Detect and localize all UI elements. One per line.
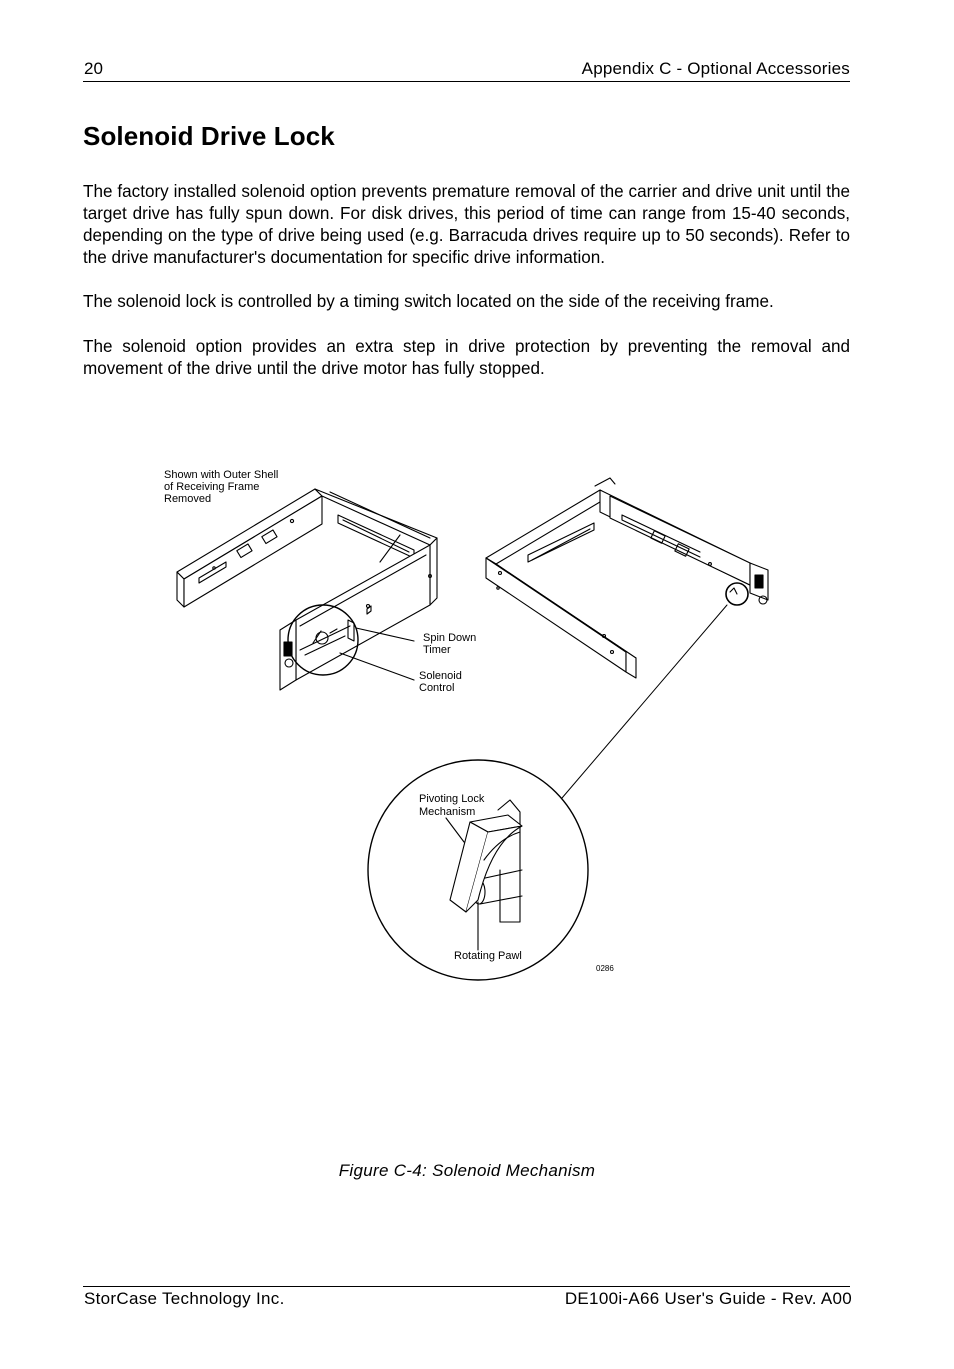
- callout-outer-shell-3: Removed: [164, 493, 212, 505]
- footer-rule: [83, 1286, 850, 1287]
- left-receiving-frame-drawing: [177, 489, 437, 690]
- callout-outer-shell-2: of Receiving Frame: [164, 481, 260, 493]
- figure-code: 0286: [596, 964, 614, 973]
- running-header-title: Appendix C - Optional Accessories: [581, 59, 850, 78]
- paragraph-drive-protection: The solenoid option provides an extra step in drive protection by preventing the removal and movement of the drive until the drive motor has fully stopped.: [83, 337, 850, 378]
- figure-caption: Figure C-4: Solenoid Mechanism: [338, 1161, 596, 1180]
- section-heading: Solenoid Drive Lock: [83, 121, 335, 151]
- right-receiving-frame-drawing: [486, 478, 768, 678]
- footer-company: StorCase Technology Inc.: [84, 1289, 285, 1308]
- callout-pivoting-lock: Pivoting Lock: [419, 793, 485, 805]
- callout-spin-down-timer-2: Timer: [423, 644, 451, 656]
- callout-spin-down-timer: Spin Down: [423, 632, 477, 644]
- page-number: 20: [84, 59, 103, 78]
- callout-rotating-pawl: Rotating Pawl: [454, 950, 522, 962]
- callout-outer-shell: Shown with Outer Shell: [164, 469, 279, 481]
- paragraph-solenoid-option: The factory installed solenoid option prevents premature removal of the carrier and drive unit until the target drive has fully spun down. For disk drives, this period of time can range from 15-40 seconds, depending on the type of drive being used (e.g. Barracuda drives require up to 50 seconds). Refer to the drive manufacturer's documentation for specific drive information.: [83, 182, 850, 267]
- callout-solenoid-control: Solenoid: [419, 670, 462, 682]
- footer-document: DE100i-A66 User's Guide - Rev. A00: [564, 1289, 852, 1308]
- callout-pivoting-lock-2: Mechanism: [419, 806, 476, 818]
- callout-solenoid-control-2: Control: [419, 682, 455, 694]
- paragraph-timing-switch: The solenoid lock is controlled by a timing switch located on the side of the receiving frame.: [83, 292, 774, 311]
